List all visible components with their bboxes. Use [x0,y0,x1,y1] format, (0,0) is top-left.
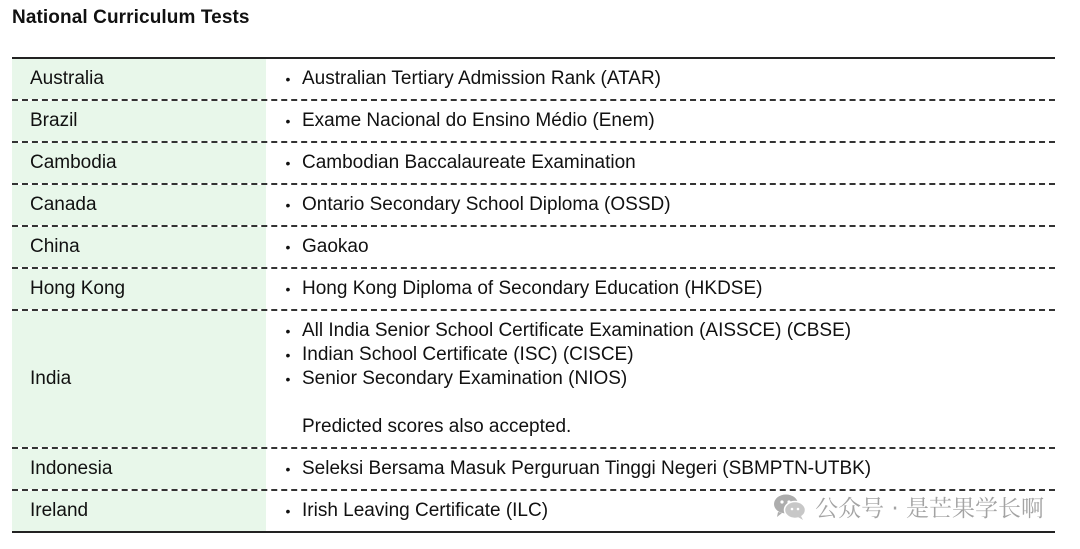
test-item [274,367,1055,391]
country-cell: China [12,227,266,267]
bullet-icon: • [285,113,291,129]
page-title: National Curriculum Tests [12,7,250,28]
test-item [274,193,1055,217]
test-name: Seleksi Bersama Masuk Perguruan Tinggi Negeri (SBMPTN-UTBK) [302,458,872,479]
test-name: Senior Secondary Examination (NIOS) [302,368,628,389]
test-item [274,151,1055,175]
test-name: Irish Leaving Certificate (ILC) [302,500,549,521]
test-name: Ontario Secondary School Diploma (OSSD) [302,194,671,215]
tests-cell [266,449,1055,489]
test-item [274,457,1055,481]
bullet-icon: • [285,371,291,387]
country-cell: Ireland [12,491,266,531]
tests-cell [266,311,1055,447]
bullet-icon: • [285,461,291,477]
tests-cell [266,185,1055,225]
test-name: Exame Nacional do Ensino Médio (Enem) [302,110,655,131]
test-item [274,109,1055,133]
bullet-icon: • [285,239,291,255]
wechat-icon [773,493,807,521]
test-name: Australian Tertiary Admission Rank (ATAR) [302,68,662,89]
test-name: Cambodian Baccalaureate Examination [302,152,636,173]
watermark [773,490,1044,523]
country-cell: Canada [12,185,266,225]
test-item [274,343,1055,367]
test-item [274,67,1055,91]
bullet-icon: • [285,281,291,297]
country-cell: Indonesia [12,449,266,489]
test-name: Gaokao [302,236,369,257]
table-row [12,143,1055,185]
country-cell: Cambodia [12,143,266,183]
country-cell: India [12,311,266,447]
tests-cell [266,143,1055,183]
table-row [12,59,1055,101]
bullet-icon: • [285,347,291,363]
table-row [12,101,1055,143]
table-row [12,269,1055,311]
curriculum-table [12,57,1055,533]
bullet-icon: • [285,197,291,213]
table-row [12,185,1055,227]
tests-cell [266,227,1055,267]
test-item [274,319,1055,343]
bullet-icon: • [285,323,291,339]
test-name: Hong Kong Diploma of Secondary Education (HKDSE) [302,278,763,299]
bullet-icon: • [285,155,291,171]
test-item [274,235,1055,259]
country-cell: Hong Kong [12,269,266,309]
test-note: Predicted scores also accepted. [302,416,572,437]
bullet-icon: • [285,71,291,87]
country-cell: Australia [12,59,266,99]
tests-cell [266,101,1055,141]
tests-cell [266,269,1055,309]
watermark-text: 公众号 · 是芒果学长啊 [815,496,1044,522]
test-name: All India Senior School Certificate Examination (AISSCE) (CBSE) [302,320,852,341]
country-cell: Brazil [12,101,266,141]
bullet-icon: • [285,503,291,519]
table-row [12,449,1055,491]
tests-cell [266,59,1055,99]
test-name: Indian School Certificate (ISC) (CISCE) [302,344,634,365]
test-item [274,277,1055,301]
table-row [12,311,1055,449]
table-row [12,227,1055,269]
